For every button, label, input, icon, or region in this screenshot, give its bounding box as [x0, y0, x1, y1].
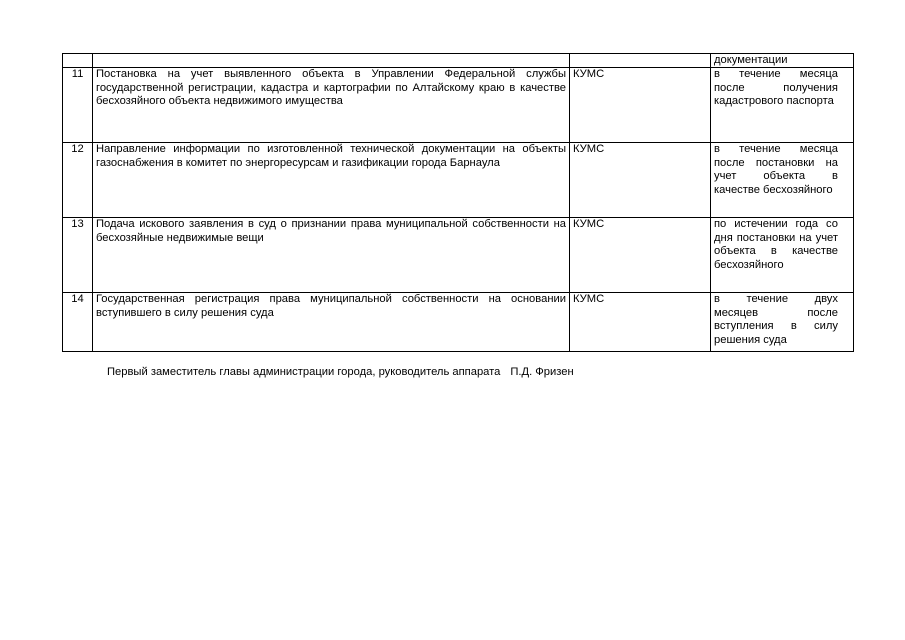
signatory-position: Первый заместитель главы администрации города, руководитель аппарата — [107, 366, 501, 378]
term-text: в течение месяца после постановки на учет объекта в качестве бесхозяйного — [714, 143, 838, 196]
term-cell — [711, 54, 854, 68]
description-cell: Направление информации по изготовленной технической документации на объекты газоснабжения в комитет по энергоресурсам и газификации города Барнаула — [93, 143, 570, 218]
signature-line — [107, 365, 574, 379]
description-cell: Постановка на учет выявленного объекта в Управлении Федеральной службы государственной регистрации, кадастра и картографии по Алтайскому краю в качестве бесхозяйного объекта недвижимого имущества — [93, 68, 570, 143]
responsible-cell: КУМС — [570, 68, 711, 143]
signatory-name: П.Д. Фризен — [510, 366, 574, 378]
row-number-cell: 14 — [63, 293, 93, 352]
term-text: в течение месяца после получения кадастрового паспорта — [714, 68, 838, 108]
responsible-cell — [570, 54, 711, 68]
term-text: документации — [714, 54, 788, 66]
term-cell — [711, 218, 854, 293]
description-cell: Государственная регистрация права муниципальной собственности на основании вступившего в силу решения суда — [93, 293, 570, 352]
description-cell — [93, 54, 570, 68]
table-row — [63, 293, 854, 352]
term-text: в течение двух месяцев после вступления в силу решения суда — [714, 293, 838, 346]
table-row-continuation — [63, 54, 854, 68]
term-text: по истечении года со дня постановки на учет объекта в качестве бесхозяйного — [714, 218, 838, 271]
responsible-cell: КУМС — [570, 143, 711, 218]
description-cell: Подача искового заявления в суд о признании права муниципальной собственности на бесхозяйные недвижимые вещи — [93, 218, 570, 293]
responsible-cell: КУМС — [570, 218, 711, 293]
row-number-cell: 12 — [63, 143, 93, 218]
row-number-cell — [63, 54, 93, 68]
term-cell — [711, 68, 854, 143]
table-row — [63, 68, 854, 143]
table-row — [63, 143, 854, 218]
table-row — [63, 218, 854, 293]
term-cell — [711, 143, 854, 218]
row-number-cell: 11 — [63, 68, 93, 143]
responsible-cell: КУМС — [570, 293, 711, 352]
term-cell — [711, 293, 854, 352]
row-number-cell: 13 — [63, 218, 93, 293]
measures-table — [62, 53, 854, 352]
